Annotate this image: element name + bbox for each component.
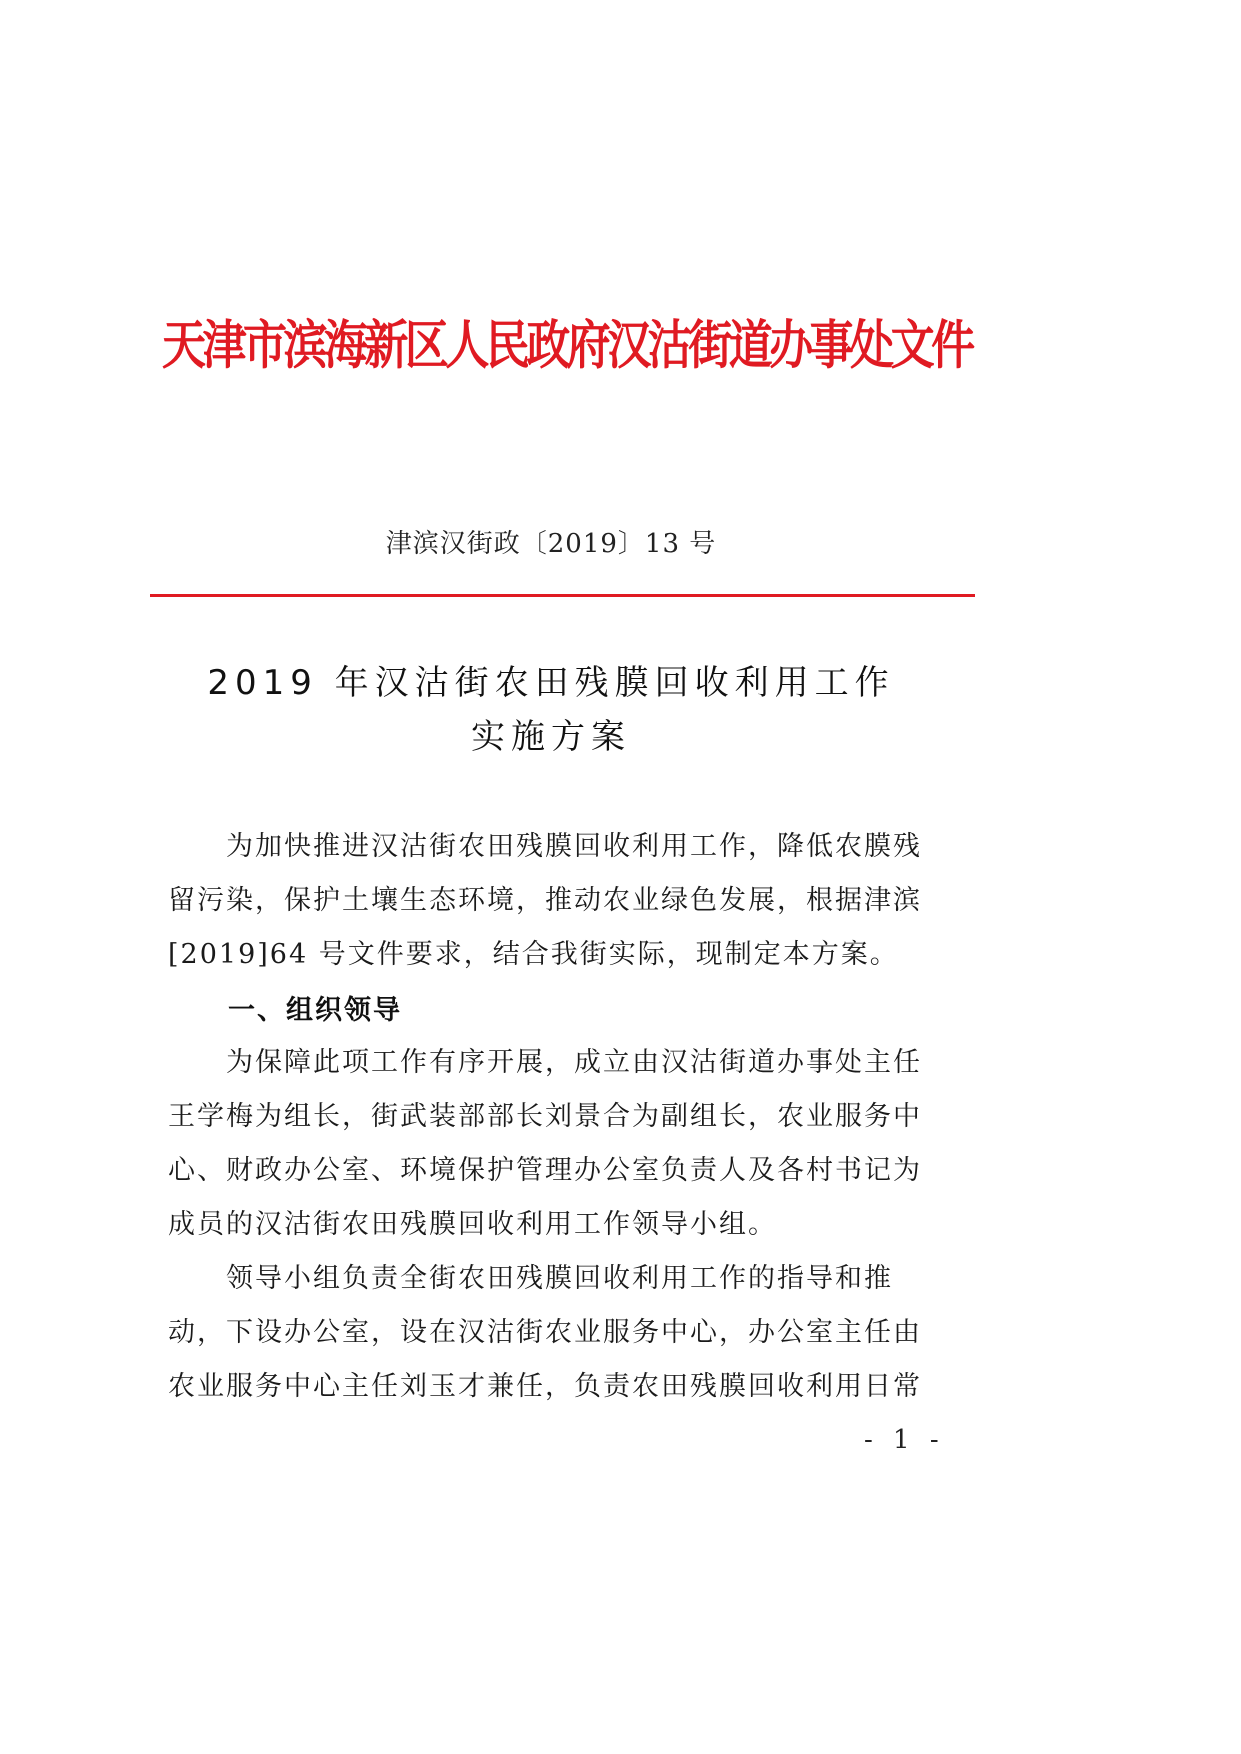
section1-p2-line-2: 动，下设办公室，设在汉沽街农业服务中心，办公室主任由 [168, 1317, 922, 1348]
document-number: 津滨汉街政〔2019〕13 号 [385, 529, 717, 559]
red-divider [150, 594, 975, 597]
document-title-line-2: 实施方案 [471, 717, 631, 757]
section1-p1-line-3: 心、财政办公室、环境保护管理办公室负责人及各村书记为 [168, 1155, 922, 1186]
section1-p1-line-4: 成员的汉沽街农田残膜回收利用工作领导小组。 [168, 1209, 777, 1240]
section1-p2-line-1: 领导小组负责全街农田残膜回收利用工作的指导和推 [168, 1263, 893, 1294]
intro-line-1: 为加快推进汉沽街农田残膜回收利用工作，降低农膜残 [168, 831, 922, 862]
section1-p1-line-1: 为保障此项工作有序开展，成立由汉沽街道办事处主任 [168, 1047, 922, 1078]
document-title-line-1: 2019 年汉沽街农田残膜回收利用工作 [207, 663, 895, 703]
section-heading-organization: 一、组织领导 [228, 995, 402, 1026]
section1-p1-line-2: 王学梅为组长，街武装部部长刘景合为副组长，农业服务中 [168, 1101, 922, 1132]
intro-line-3: [2019]64 号文件要求，结合我街实际，现制定本方案。 [168, 939, 899, 970]
section1-p2-line-3: 农业服务中心主任刘玉才兼任，负责农田残膜回收利用日常 [168, 1371, 922, 1402]
page-number: - 1 - [864, 1425, 945, 1455]
issuer-title: 天津市滨海新区人民政府汉沽街道办事处文件 [162, 313, 972, 376]
intro-line-2: 留污染，保护土壤生态环境，推动农业绿色发展，根据津滨 [168, 885, 922, 916]
